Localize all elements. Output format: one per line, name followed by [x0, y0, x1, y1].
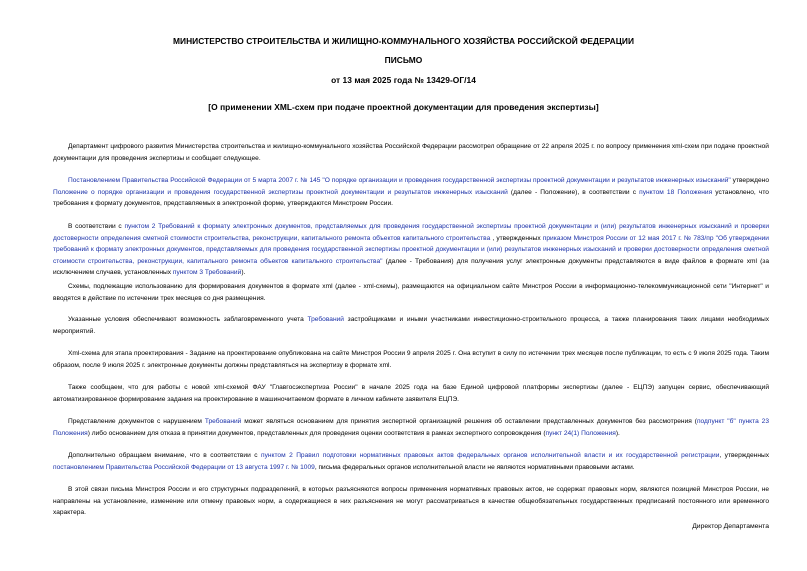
link-requirements-point-2[interactable]: пунктом 2 Требований к формату электронных документов, представляемых для проведения государственной экспертизы проектной документации и (или) результатов инженерных изысканий и проверки достоверности определения сметной стоимости строительства, реконструкции, капитального ремонта объектов капитального строительства: [53, 223, 770, 242]
link-government-decree-1009[interactable]: постановлением Правительства Российской Федерации от 13 августа 1997 г. № 1009: [53, 463, 315, 471]
paragraph-text: В этой связи письма Минстроя России и его структурных подразделений, в которых разъясняются вопросы применения нормативных правовых актов, не содержат правовых норм, являются позицией Минстроя России, не направлены на установление, изменение или отмену правовых норм, а содержащиеся в них разъяснения не могут рассматриваться в качестве общеобязательных государственных предписаний постоянного или временного характера.: [53, 486, 769, 517]
paragraph-text: (далее - Требования) для получения услуг электронные документы представляются в виде файлов в формате xml (за исключением случаев, установленных: [53, 257, 769, 277]
paragraph-intro: [53, 141, 769, 164]
link-subpoint-b-point-23[interactable]: подпункт "б" пункта 23 Положения: [53, 418, 769, 437]
document-type: ПИСЬМО: [384, 55, 423, 65]
link-government-decree-145[interactable]: Постановлением Правительства Российской Федерации от 5 марта 2007 г. № 145 "О порядке организации и проведения государственной экспертизы проектной документации и результатов инженерных изысканий": [68, 177, 731, 184]
paragraph-text: В соответствии с: [68, 223, 125, 230]
paragraph-text: (далее - Положение), в соответствии с: [507, 188, 640, 196]
paragraph-text: Дополнительно обращаем внимание, что в соответствии с: [68, 452, 261, 459]
paragraph-text: Департамент цифрового развития Министерства строительства и жилищно-коммунального хозяйства Российской Федерации рассмотрел обращение от 22 апреля 2025 г. по вопросу применения xml-схем при подаче проектной документации для проведения экспертизы и сообщает следующее.: [53, 143, 769, 162]
link-regulation-provision[interactable]: Положение о порядке организации и проведения государственной экспертизы проектной документации и результатов инженерных изысканий: [53, 188, 508, 196]
paragraph-regulation: [53, 175, 769, 210]
paragraph-conditions: [53, 314, 769, 337]
link-requirements-point-3[interactable]: пунктом 3 Требований: [172, 269, 242, 277]
link-rules-point-2[interactable]: пунктом 2 Правил подготовки нормативных правовых актов федеральных органов исполнительной власти и их государственной регистрации: [261, 452, 720, 459]
paragraph-text: ) либо основанием для отказа в принятии документов, представленных для проведения оценки соответствия в рамках экспертного сопровождения (: [87, 429, 546, 437]
paragraph-text: Также сообщаем, что для работы с новой xml-схемой ФАУ "Главгосэкспертиза России" в начале 2025 года на базе Единой цифровой платформы экспертизы (далее - ЕЦПЭ) запущен сервис, обеспечивающий автоматизированное формирование задания на проектирование в машиночитаемом формате в личном кабинете заявителя ЕЦПЭ.: [53, 384, 769, 403]
paragraph-xml-schemas: [53, 281, 769, 304]
link-regulation-point-18[interactable]: пунктом 18 Положения: [639, 188, 713, 196]
paragraph-text: , письма федеральных органов исполнительной власти не являются нормативными правовыми актами.: [314, 463, 635, 471]
paragraph-text: Xml-схема для этапа проектирования - Задание на проектирование опубликована на сайте Минстроя России 9 апреля 2025 г. Она вступит в силу по истечении трех месяцев после публикации, то есть с 9 июля 2025 года. Таким образом, после 9 июля 2025 г. электронные документы должны представляться на экспертизу в формате xml.: [53, 350, 769, 369]
paragraph-text: утверждено: [730, 177, 769, 184]
link-point-24-1[interactable]: пункт 24(1) Положения: [545, 429, 616, 437]
link-requirements[interactable]: Требований: [204, 418, 242, 425]
link-requirements[interactable]: Требований: [307, 316, 344, 323]
paragraph-text: , утвержденных: [719, 452, 770, 459]
document-subject: [О применении XML-схем при подаче проектной документации для проведения экспертизы]: [208, 102, 599, 112]
paragraph-violation: [53, 416, 769, 439]
paragraph-text: Указанные условия обеспечивают возможность заблаговременного учета: [68, 316, 308, 323]
paragraph-requirements: [53, 221, 769, 279]
paragraph-text: ).: [241, 269, 246, 277]
signature-title: Директор Департамента: [692, 523, 769, 530]
ministry-title: МИНИСТЕРСТВО СТРОИТЕЛЬСТВА И ЖИЛИЩНО-КОММУНАЛЬНОГО ХОЗЯЙСТВА РОССИЙСКОЙ ФЕДЕРАЦИИ: [172, 36, 635, 46]
paragraph-text: , утвержденных: [490, 234, 543, 242]
paragraph-text: застройщиками и иными участниками инвестиционно-строительного процесса, а также планирования таких лицами необходимых мероприятий.: [53, 316, 769, 335]
paragraph-text: установлено, что требования к формату документов, представляемых в электронной форме, утверждаются Минстроем России.: [53, 188, 769, 208]
paragraph-text: Схемы, подлежащие использованию для формирования документов в формате xml (далее - xml-схемы), размещаются на официальном сайте Минстроя России в информационно-телекоммуникационной сети "Интернет" и вводятся в действие по истечении трех месяцев со дня размещения.: [53, 283, 769, 302]
paragraph-additional: [53, 450, 769, 473]
document-date-number: от 13 мая 2025 года № 13429-ОГ/14: [331, 75, 476, 85]
paragraph-conclusion: [53, 484, 769, 519]
paragraph-service: [53, 382, 769, 405]
paragraph-design-stage: [53, 348, 769, 371]
paragraph-text: ).: [615, 429, 620, 437]
paragraph-text: может являться основанием для принятия экспертной организацией решения об оставлении представленных документов без рассмотрения (: [241, 418, 697, 425]
paragraph-text: Представление документов с нарушением: [68, 418, 205, 425]
link-minstroy-order-783[interactable]: приказом Минстроя России от 12 мая 2017 г. № 783/пр "Об утверждении требований к формату электронных документов, представляемых для проведения государственной экспертизы проектной документации и (или) результатов инженерных изысканий и проверки достоверности определения сметной стоимости строительства, реконструкции, капитального ремонта объектов капитального строительства": [53, 234, 769, 265]
